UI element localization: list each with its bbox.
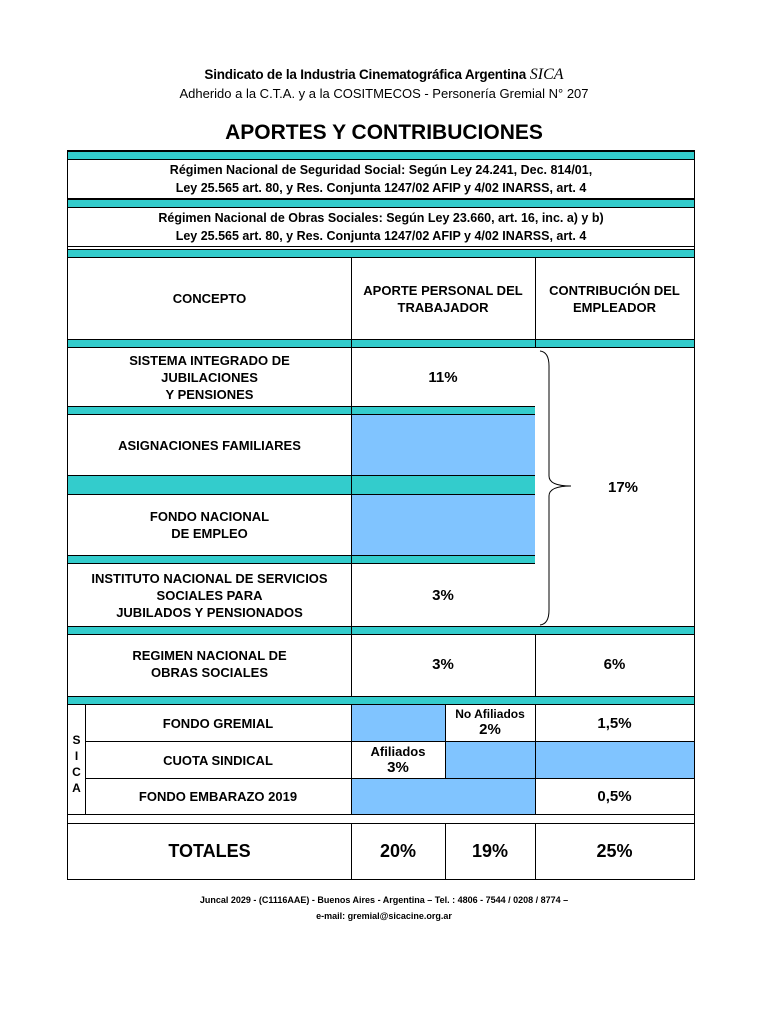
row-label-fondo-embarazo: FONDO EMBARAZO 2019 <box>138 789 298 804</box>
header-line: EMPLEADOR <box>572 299 657 315</box>
shaded-cell <box>446 742 535 778</box>
column-divider <box>445 824 446 879</box>
separator-band <box>68 199 694 208</box>
label-line: INSTITUTO NACIONAL DE SERVICIOS <box>91 570 328 586</box>
column-divider <box>535 705 536 814</box>
footer-address: Juncal 2029 - (C1116AAE) - Buenos Aires - Argentina – Tel. : 4806 - 7544 / 0208 / 8774 – <box>199 895 569 905</box>
shaded-cell <box>352 705 445 741</box>
column-header-concepto: CONCEPTO <box>172 291 247 306</box>
label-line: SOCIALES PARA <box>156 587 263 603</box>
row-label-cuota-sindical: CUOTA SINDICAL <box>163 752 273 768</box>
value-sijp-aporte: 11% <box>428 368 458 386</box>
row-label-fondo-empleo <box>68 495 351 555</box>
separator-band <box>68 626 694 635</box>
header-line: APORTE PERSONAL DEL <box>363 282 523 298</box>
afiliados-label: Afiliados <box>370 743 426 759</box>
label-line: SISTEMA INTEGRADO DE <box>129 352 290 368</box>
row-label-obras-sociales <box>68 635 351 693</box>
separator-band <box>68 475 535 495</box>
column-divider <box>351 258 352 696</box>
label-line: Y PENSIONES <box>165 386 254 402</box>
afiliados-value: 3% <box>387 758 409 776</box>
separator-band <box>68 696 694 705</box>
column-divider <box>445 705 446 778</box>
value-obras-sociales-contribucion: 6% <box>603 655 626 673</box>
sica-vertical-label <box>68 705 85 823</box>
column-header-contribucion <box>535 258 694 339</box>
regime-social-security <box>68 160 694 198</box>
value-cuota-sindical-afiliados <box>351 742 445 778</box>
no-afiliados-label: No Afiliados <box>455 707 525 721</box>
value-fondo-gremial-no-afiliados <box>445 705 535 741</box>
value-fondo-gremial-contribucion: 1,5% <box>597 714 632 732</box>
footer-email[interactable]: e-mail: gremial@sicacine.org.ar <box>316 911 452 921</box>
row-label-sijp <box>68 348 351 406</box>
sica-letter: C <box>72 765 81 779</box>
column-divider <box>351 824 352 879</box>
shaded-cell <box>352 415 535 475</box>
sica-letter: S <box>72 733 81 747</box>
regime-line: Ley 25.565 art. 80, y Res. Conjunta 1247/02 AFIP y 4/02 INARSS, art. 4 <box>175 229 587 243</box>
organization-header <box>0 66 768 84</box>
label-line: JUBILADOS Y PENSIONADOS <box>116 604 303 620</box>
separator-band <box>68 151 694 160</box>
column-divider <box>535 824 536 879</box>
column-divider <box>535 635 536 696</box>
shaded-cell <box>536 742 694 778</box>
value-total-contribucion: 25% <box>596 841 633 861</box>
label-line: REGIMEN NACIONAL DE <box>132 648 287 663</box>
column-divider <box>351 705 352 814</box>
organization-name: Sindicato de la Industria Cinematográfica Argentina <box>204 67 527 82</box>
label-line: OBRAS SOCIALES <box>150 665 268 680</box>
row-label-asignaciones: ASIGNACIONES FAMILIARES <box>118 437 301 453</box>
separator-band <box>68 555 535 564</box>
regime-health-insurance <box>68 208 694 246</box>
value-inssjp-aporte: 3% <box>432 586 454 604</box>
regime-line: Régimen Nacional de Obras Sociales: Según Ley 23.660, art. 16, inc. a) y b) <box>158 211 604 225</box>
value-fondo-embarazo-contribucion: 0,5% <box>597 788 632 805</box>
shaded-cell <box>352 779 535 814</box>
label-line: FONDO NACIONAL <box>149 509 270 524</box>
separator-band <box>68 406 535 415</box>
page-title: APORTES Y CONTRIBUCIONES <box>225 121 543 144</box>
value-obras-sociales-aporte: 3% <box>432 655 454 673</box>
sica-letter: A <box>72 781 81 795</box>
value-grouped-contribucion: 17% <box>607 478 639 496</box>
totals-label: TOTALES <box>168 841 251 861</box>
header-line: TRABAJADOR <box>397 299 489 315</box>
contributions-table <box>67 150 695 880</box>
sica-letter: I <box>74 749 79 763</box>
row-label-fondo-gremial: FONDO GREMIAL <box>162 715 274 731</box>
organization-acronym: SICA <box>529 66 564 83</box>
row-label-inssjp <box>68 564 351 626</box>
label-line: JUBILACIONES <box>161 369 258 385</box>
column-header-aporte <box>351 258 535 339</box>
regime-line: Régimen Nacional de Seguridad Social: Según Ley 24.241, Dec. 814/01, <box>169 163 593 177</box>
regime-line: Ley 25.565 art. 80, y Res. Conjunta 1247/02 AFIP y 4/02 INARSS, art. 4 <box>175 181 587 195</box>
brace-icon <box>535 348 575 628</box>
separator-band <box>68 249 694 258</box>
label-line: DE EMPLEO <box>171 526 248 541</box>
value-total-aporte-no-afiliados: 19% <box>471 841 509 861</box>
divider <box>68 814 694 815</box>
separator-band <box>68 339 694 348</box>
value-total-aporte-afiliados: 20% <box>379 841 417 861</box>
shaded-cell <box>352 495 535 555</box>
organization-subtitle: Adherido a la C.T.A. y a la COSITMECOS - Personería Gremial N° 207 <box>179 86 589 101</box>
column-divider <box>85 705 86 814</box>
column-divider <box>535 258 536 348</box>
divider <box>68 246 694 247</box>
header-line: CONTRIBUCIÓN DEL <box>549 282 680 298</box>
no-afiliados-value: 2% <box>479 721 501 738</box>
